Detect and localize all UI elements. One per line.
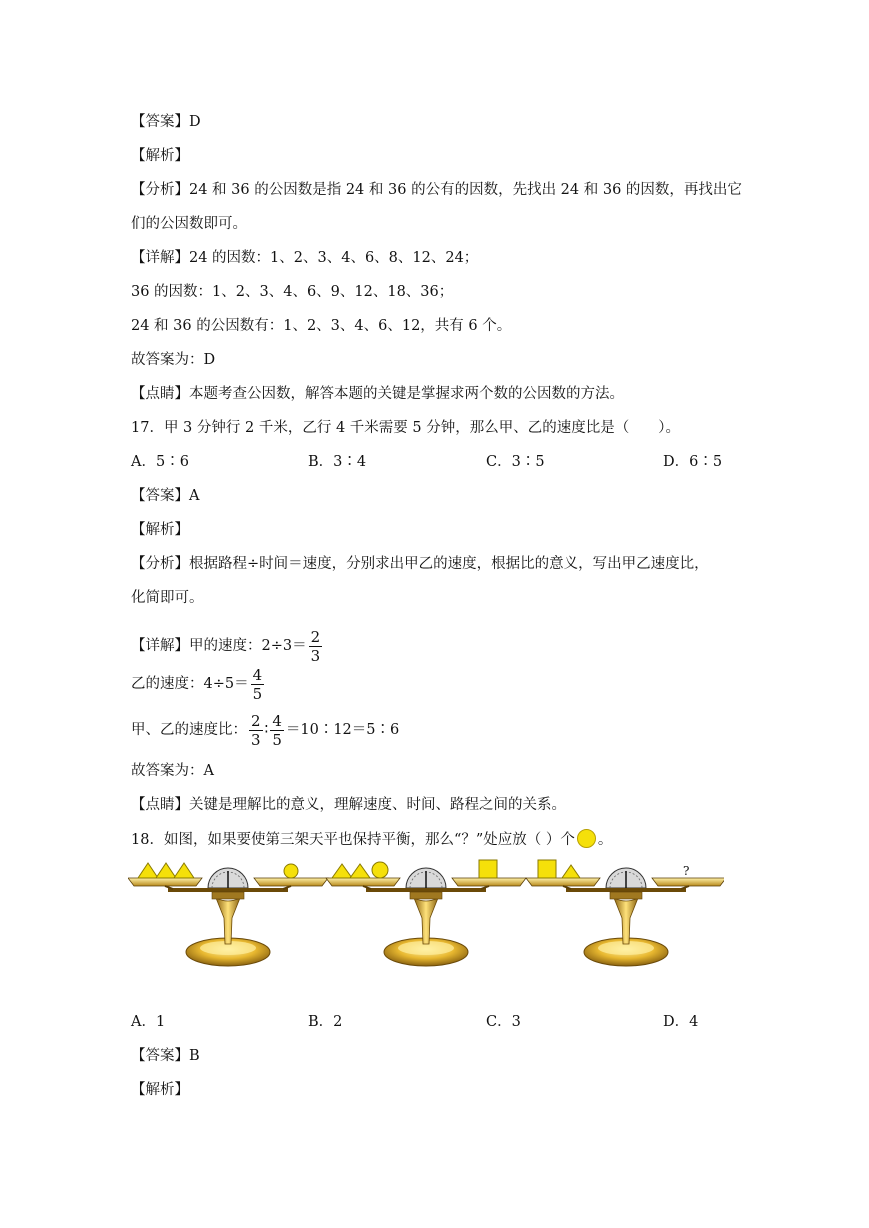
- q17-question: 17．甲 3 分钟行 2 千米，乙行 4 千米需要 5 分钟，那么甲、乙的速度比是（ ）。: [131, 420, 680, 436]
- question-mark-label: ?: [683, 864, 690, 878]
- q18-option-a: A．1: [131, 1014, 166, 1030]
- triangle-icon: [562, 865, 580, 878]
- q17-option-d: D．6∶5: [663, 454, 723, 470]
- q18-question-text: 18．如图，如果要使第三架天平也保持平衡，那么“？”处应放（ ）个: [131, 832, 575, 848]
- balance-scale-3: [526, 860, 724, 966]
- q16-fenxi-line2: 们的公因数即可。: [131, 216, 247, 232]
- q17-option-c: C．3∶5: [486, 454, 545, 470]
- triangle-icon: [332, 864, 352, 878]
- fraction-denominator: 5: [272, 730, 282, 749]
- q18-analysis-heading: 【解析】: [131, 1082, 189, 1098]
- fraction-numerator: 4: [272, 711, 282, 730]
- q17-option-b: B．3∶4: [308, 454, 367, 470]
- q18-option-b: B．2: [308, 1014, 343, 1030]
- q17-fenxi-line2: 化简即可。: [131, 590, 204, 606]
- q16-dianjing: 【点睛】本题考查公因数，解答本题的关键是掌握求两个数的公因数的方法。: [131, 386, 624, 402]
- q17-ratio-result: ＝10∶12＝5∶6: [285, 722, 400, 738]
- circle-icon: [372, 862, 388, 878]
- triangle-icon: [350, 864, 370, 878]
- q16-xiangjie-line2: 36 的因数：1、2、3、4、6、9、12、18、36；: [131, 284, 454, 300]
- fraction-numerator: 2: [251, 711, 261, 730]
- circle-icon: [284, 864, 298, 878]
- q17-ratio-fraction-1: [249, 712, 263, 749]
- yellow-circle-icon: [577, 829, 596, 848]
- q17-yi-speed-label: 乙的速度：4÷5＝: [131, 676, 249, 692]
- q17-jia-speed: [131, 626, 324, 666]
- q17-speed-ratio: [131, 710, 399, 750]
- q17-option-a: A．5∶6: [131, 454, 189, 470]
- q16-fenxi-line1: 【分析】24 和 36 的公因数是指 24 和 36 的公有的因数，先找出 24 和 36 的因数，再找出它: [131, 182, 742, 198]
- q17-yi-fraction: [251, 666, 265, 703]
- q18-answer: 【答案】B: [131, 1048, 200, 1064]
- fraction-denominator: 3: [310, 646, 321, 665]
- triangle-icon: [156, 863, 176, 878]
- balance-scales-figure: [128, 856, 724, 980]
- q18-question: [131, 829, 612, 850]
- square-icon: [479, 860, 497, 878]
- q17-jia-fraction: [309, 628, 323, 665]
- fraction-denominator: 3: [251, 730, 261, 749]
- triangle-icon: [138, 863, 158, 878]
- q17-yi-speed: [131, 664, 266, 704]
- square-icon: [538, 860, 556, 878]
- q17-jia-speed-label: 【详解】甲的速度：2÷3＝: [131, 638, 307, 654]
- q18-option-c: C．3: [486, 1014, 521, 1030]
- q17-analysis-heading: 【解析】: [131, 522, 189, 538]
- q18-option-d: D．4: [663, 1014, 699, 1030]
- q17-answer: 【答案】A: [131, 488, 200, 504]
- q16-xiangjie-line1: 【详解】24 的因数：1、2、3、4、6、8、12、24；: [131, 250, 479, 266]
- q16-analysis-heading: 【解析】: [131, 148, 189, 164]
- q17-fenxi-line1: 【分析】根据路程÷时间＝速度，分别求出甲乙的速度，根据比的意义，写出甲乙速度比，: [131, 556, 709, 572]
- q17-dianjing: 【点睛】关键是理解比的意义，理解速度、时间、路程之间的关系。: [131, 797, 566, 813]
- q17-ratio-label: 甲、乙的速度比：: [131, 722, 247, 738]
- q17-conclusion: 故答案为：A: [131, 763, 214, 779]
- balance-scale-1: [128, 863, 328, 966]
- q16-xiangjie-line3: 24 和 36 的公因数有：1、2、3、4、6、12，共有 6 个。: [131, 318, 512, 334]
- fraction-numerator: 4: [252, 665, 263, 684]
- fraction-numerator: 2: [310, 627, 321, 646]
- fraction-denominator: 5: [252, 684, 263, 703]
- q18-question-end: 。: [597, 832, 613, 848]
- balance-scales-svg: [128, 856, 724, 976]
- q16-conclusion: 故答案为：D: [131, 352, 216, 368]
- q16-answer: 【答案】D: [131, 114, 201, 130]
- q17-ratio-colon: ∶: [264, 722, 269, 738]
- balance-scale-2: [326, 860, 526, 966]
- q17-ratio-fraction-2: [270, 712, 284, 749]
- triangle-icon: [174, 863, 194, 878]
